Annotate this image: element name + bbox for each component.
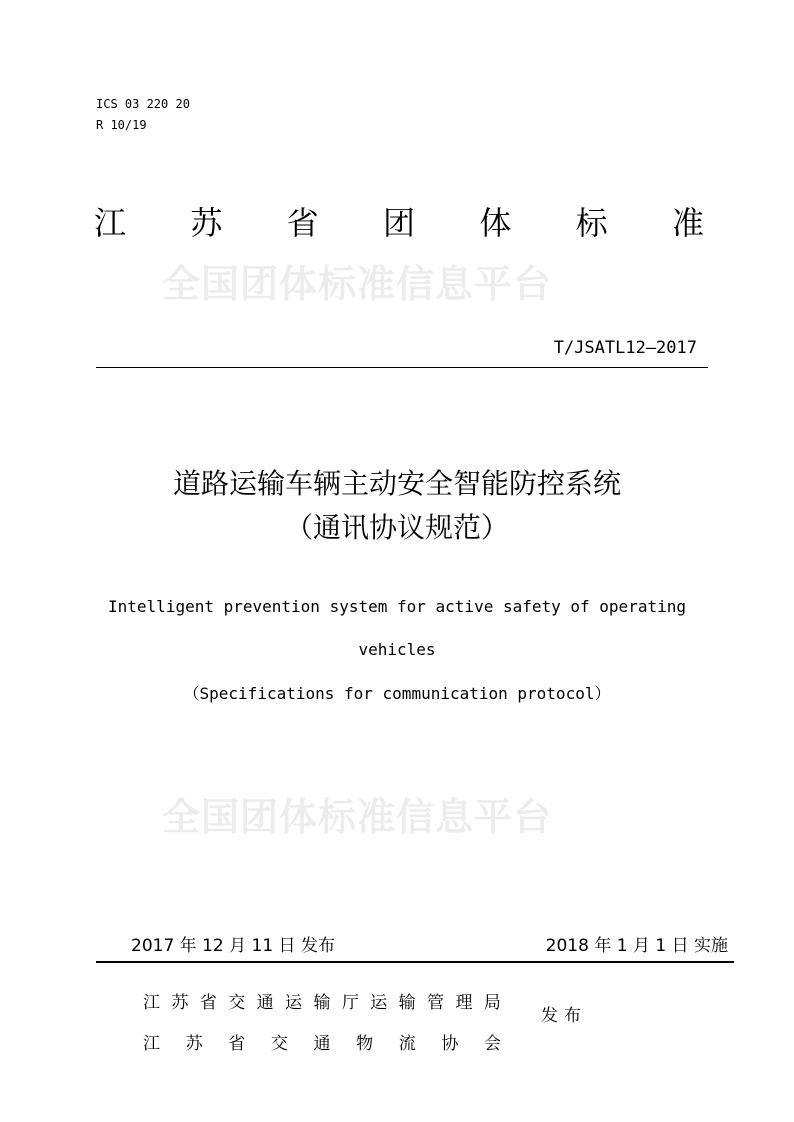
issuer-char: 管 — [427, 993, 445, 1013]
issuer-char: 厅 — [341, 993, 359, 1013]
issuer-char: 运 — [370, 993, 388, 1013]
standard-type-char: 省 — [286, 204, 319, 242]
issuer-char: 物 — [356, 1034, 374, 1054]
issue-date: 2017 年 12 月 11 日 发布 — [131, 936, 335, 956]
issuer-char: 会 — [484, 1034, 501, 1054]
issuer-char: 交 — [228, 993, 246, 1013]
issuer-org2 — [143, 1029, 501, 1054]
divider — [96, 961, 734, 963]
issuer-char: 江 — [143, 1034, 160, 1054]
title-cn-line2: （通讯协议规范） — [284, 511, 509, 544]
standard-type-title — [94, 198, 704, 244]
issuer-char: 局 — [483, 993, 501, 1013]
issuer-char: 交 — [270, 1034, 288, 1054]
ics-code: ICS 03 220 20 — [96, 97, 190, 111]
standard-type-char: 标 — [575, 204, 608, 242]
issuer-char: 输 — [313, 993, 331, 1013]
title-en-line1: Intelligent prevention system for active safety of operating — [108, 597, 686, 616]
standard-type-char: 团 — [382, 204, 415, 242]
issuer-char: 通 — [256, 993, 274, 1013]
watermark: 全国团体标准信息平台 — [162, 262, 553, 306]
standard-number: T/JSATL12—2017 — [553, 338, 697, 358]
issuer-char: 江 — [143, 993, 160, 1013]
standard-type-char: 准 — [671, 204, 704, 242]
issuer-char: 省 — [228, 1034, 246, 1054]
classification-code: R 10/19 — [96, 118, 147, 132]
issuer-char: 流 — [398, 1034, 416, 1054]
watermark: 全国团体标准信息平台 — [162, 795, 553, 839]
standard-type-char: 体 — [479, 204, 512, 242]
issuer-char: 运 — [285, 993, 303, 1013]
issuer-char: 协 — [441, 1034, 459, 1054]
title-en-line3: （Specifications for communication protocol） — [183, 684, 611, 703]
divider — [96, 367, 708, 368]
issuer-org1 — [143, 988, 501, 1013]
title-en-line2: vehicles — [358, 640, 436, 659]
issuer-char: 苏 — [171, 993, 189, 1013]
issuer-char: 输 — [398, 993, 416, 1013]
issuer-char: 苏 — [185, 1034, 203, 1054]
publish-label: 发布 — [541, 1006, 587, 1026]
issuer-char: 理 — [455, 993, 473, 1013]
issuer-char: 省 — [199, 993, 217, 1013]
title-cn-line1: 道路运输车辆主动安全智能防控系统 — [172, 467, 621, 500]
issuer-char: 通 — [313, 1034, 331, 1054]
standard-type-char: 苏 — [190, 204, 223, 242]
standard-type-char: 江 — [94, 204, 127, 242]
implementation-date: 2018 年 1 月 1 日 实施 — [545, 936, 728, 956]
